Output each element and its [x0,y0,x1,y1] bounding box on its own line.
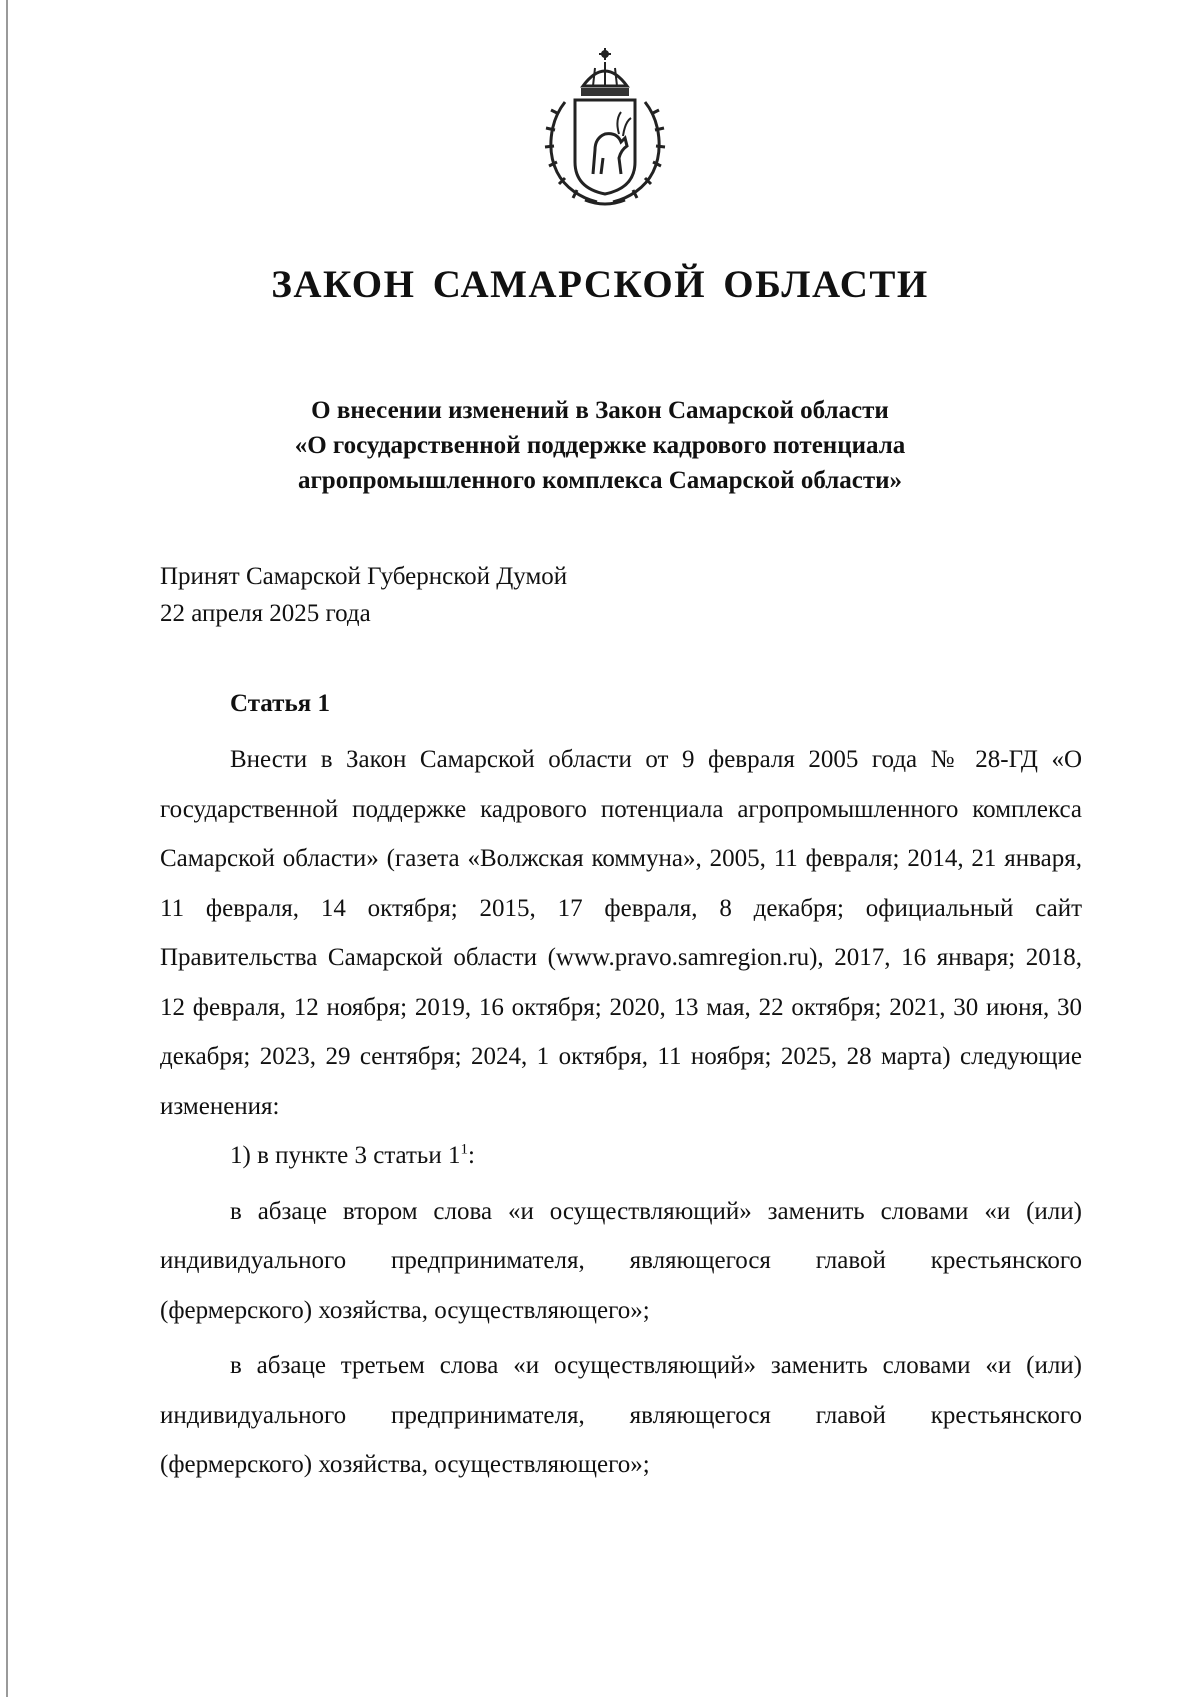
page-left-edge [6,0,8,1697]
document-title: ЗАКОН САМАРСКОЙ ОБЛАСТИ [271,263,929,306]
paragraph: в абзаце втором слова «и осуществляющий» заменить словами «и (или) индивидуального предпринимателя, являющегося главой крестьянского (фермерского) хозяйства, осуществляющего»; [160,1197,1082,1324]
item-suffix: : [467,1142,475,1169]
adoption-line: Принят Самарской Губернской Думой [160,563,568,590]
document-subtitle [150,393,1050,498]
item-text: 1) в пункте 3 статьи 1 [230,1142,461,1169]
adoption-date: 22 апреля 2025 года [160,600,371,627]
paragraph: в абзаце третьем слова «и осуществляющий» заменить словами «и (или) индивидуального предпринимателя, являющегося главой крестьянского (фермерского) хозяйства, осуществляющего»; [160,1352,1082,1478]
subtitle-line: О внесении изменений в Закон Самарской области [311,397,889,424]
paragraph: Внести в Закон Самарской области от 9 февраля 2005 года № 28-ГД «О государственной поддержке кадрового потенциала агропромышленного комплекса Самарской области» (газета «Волжская коммуна», 2005, 11 февраля; 2014, 21 января, 11 февраля, 14 октября; 2015, 17 февраля, 8 декабря; официальный сайт Правительства Самарской области (www.pravo.samregion.ru), 2017, 16 января; 2018, 12 февраля, 12 ноября; 2019, 16 октября; 2020, 13 мая, 22 октября; 2021, 30 июня, 30 декабря; 2023, 29 сентября; 2024, 1 октября, 11 ноября; 2025, 28 марта) следующие изменения: [160,746,1082,1120]
article-heading: Статья 1 [230,690,330,717]
subtitle-line: «О государственной поддержке кадрового потенциала [294,432,906,459]
item-superscript: 1 [460,1141,468,1158]
adoption-info [160,558,567,632]
list-item [160,1131,1082,1181]
samara-coat-of-arms-icon [535,42,675,210]
article-body [160,735,1082,1490]
subtitle-line: агропромышленного комплекса Самарской области» [297,467,903,494]
